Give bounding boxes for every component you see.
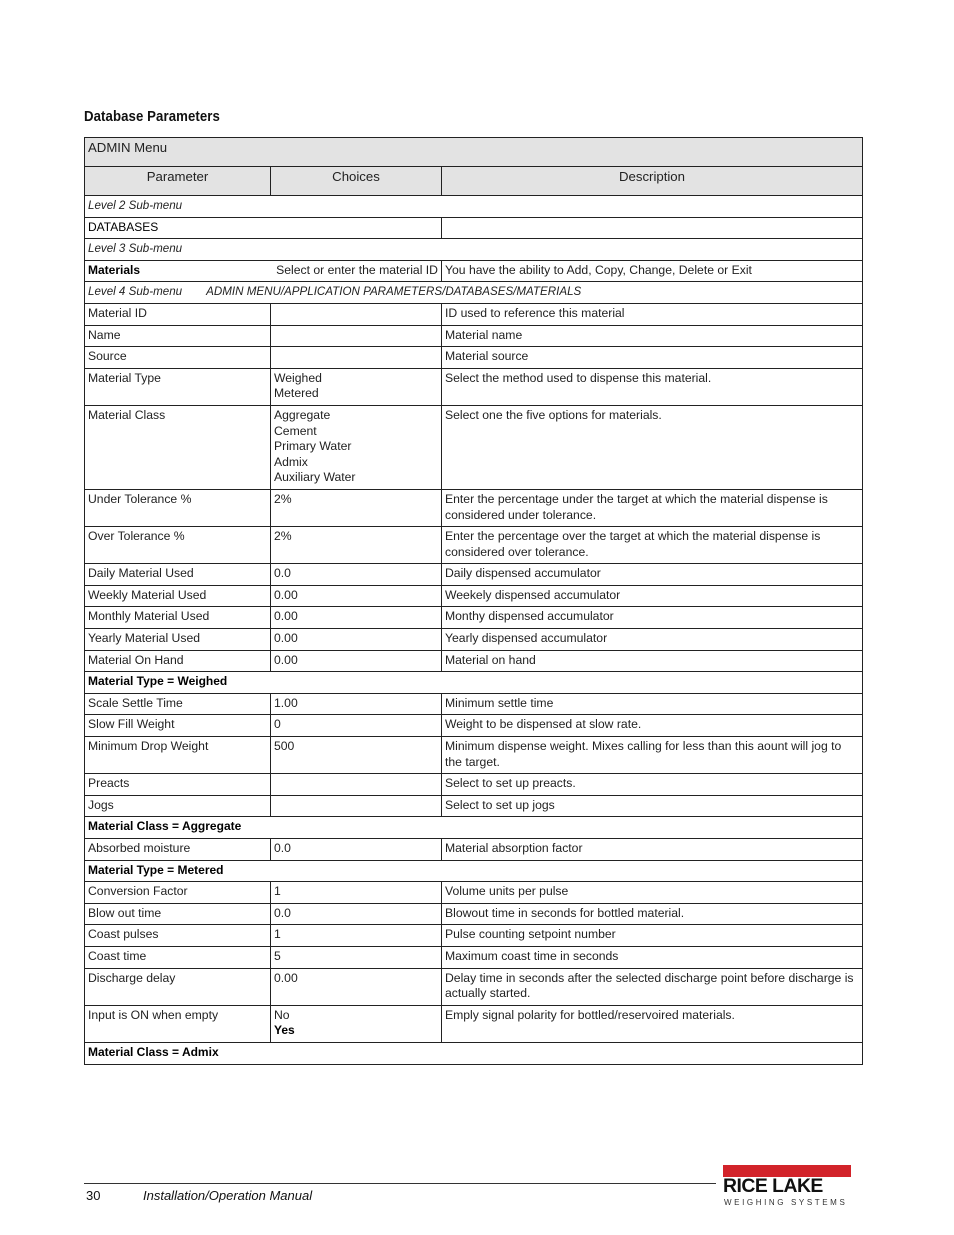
choice-value: 0.0 (274, 905, 291, 920)
group-aggregate-row (85, 817, 863, 839)
materials-desc: You have the ability to Add, Copy, Change, Delete or Exit (442, 260, 863, 282)
section-title: Database Parameters (84, 108, 220, 125)
level2-label: Level 2 Sub-menu (85, 196, 863, 218)
choice-value: 0.00 (274, 631, 298, 646)
description-cell: Weekely dispensed accumulator (442, 585, 863, 607)
choice-value: 2% (274, 491, 292, 506)
parameter-cell: Under Tolerance % (85, 489, 271, 526)
table-row (85, 795, 863, 817)
table-row (85, 650, 863, 672)
table-row (85, 968, 863, 1005)
description-cell: Select one the five options for materials. (442, 405, 863, 489)
choices-cell (271, 925, 442, 947)
choice-value: No (274, 1007, 290, 1022)
manual-title: Installation/Operation Manual (143, 1188, 313, 1203)
description-cell: Select to set up jogs (442, 795, 863, 817)
choices-cell (271, 368, 442, 405)
choice-value: Aggregate (274, 407, 331, 422)
parameter-cell: Monthly Material Used (85, 607, 271, 629)
parameter-cell: Weekly Material Used (85, 585, 271, 607)
choices-cell (271, 489, 442, 526)
parameter-cell: Source (85, 347, 271, 369)
choice-value: 1.00 (274, 695, 298, 710)
choice-value: 0.0 (274, 841, 291, 855)
choices-cell (271, 1005, 442, 1042)
group-metered-row (85, 860, 863, 882)
description-cell: Material source (442, 347, 863, 369)
choices-cell (271, 715, 442, 737)
choice-value: 500 (274, 739, 295, 754)
materials-row (85, 260, 863, 282)
choices-cell (271, 882, 442, 904)
level4-row (85, 282, 863, 304)
choice-value: 0.00 (274, 652, 298, 667)
table-row (85, 882, 863, 904)
level3-row (85, 239, 863, 261)
choices-cell (271, 585, 442, 607)
choice-value: 0.00 (274, 609, 298, 624)
parameter-cell: Minimum Drop Weight (85, 737, 271, 774)
description-cell: Delay time in seconds after the selected discharge point before discharge is actually started. (442, 968, 863, 1005)
description-cell: Material on hand (442, 650, 863, 672)
parameter-cell: Yearly Material Used (85, 629, 271, 651)
materials-label: Materials (88, 262, 141, 277)
description-cell: Minimum settle time (442, 693, 863, 715)
choice-value: Weighed (274, 370, 322, 385)
group-weighed-label: Material Type = Weighed (85, 672, 863, 694)
choices-cell (271, 795, 442, 817)
parameter-cell: Blow out time (85, 903, 271, 925)
choices-cell (271, 693, 442, 715)
table-row (85, 607, 863, 629)
choices-cell (271, 774, 442, 796)
table-row (85, 368, 863, 405)
description-cell: Enter the percentage over the target at which the material dispense is considered over tolerance. (442, 527, 863, 564)
choices-cell (271, 564, 442, 586)
choices-cell (271, 607, 442, 629)
table-row (85, 405, 863, 489)
group-admix-row (85, 1042, 863, 1064)
group-admix-label: Material Class = Admix (85, 1042, 863, 1064)
description-cell: Yearly dispensed accumulator (442, 629, 863, 651)
table-row (85, 325, 863, 347)
menu-title: ADMIN Menu (85, 138, 863, 167)
column-header-description: Description (442, 167, 863, 196)
description-cell: Minimum dispense weight. Mixes calling for less than this aount will jog to the target. (442, 737, 863, 774)
choice-value: 0.00 (274, 587, 298, 602)
table-row (85, 693, 863, 715)
table-row (85, 715, 863, 737)
choices-cell (271, 737, 442, 774)
choice-value: 2% (274, 529, 292, 544)
databases-desc (442, 217, 863, 239)
choice-value: 0.0 (274, 566, 291, 581)
table-row (85, 629, 863, 651)
parameter-cell: Preacts (85, 774, 271, 796)
level4-cell (85, 282, 863, 304)
description-cell: Select the method used to dispense this material. (442, 368, 863, 405)
parameter-cell: Material On Hand (85, 650, 271, 672)
group-weighed-row (85, 672, 863, 694)
parameter-cell: Material Class (85, 405, 271, 489)
choice-value: 1 (274, 927, 281, 942)
choices-cell (271, 347, 442, 369)
choice-value: 1 (274, 884, 281, 899)
choices-cell (271, 325, 442, 347)
databases-label: DATABASES (85, 217, 442, 239)
column-header-parameter: Parameter (85, 167, 271, 196)
materials-choice: Select or enter the material ID (276, 262, 438, 277)
description-cell: Material name (442, 325, 863, 347)
choices-cell (271, 629, 442, 651)
choice-value: Cement (274, 423, 317, 438)
table-row (85, 737, 863, 774)
parameter-cell: Absorbed moisture (85, 839, 271, 861)
logo-text: RICE LAKE (723, 1176, 823, 1197)
choices-cell (271, 968, 442, 1005)
choices-cell (271, 903, 442, 925)
description-cell: Volume units per pulse (442, 882, 863, 904)
parameter-cell: Conversion Factor (85, 882, 271, 904)
level3-label: Level 3 Sub-menu (85, 239, 863, 261)
menu-title-row (85, 138, 863, 167)
choice-default-value: Yes (274, 1023, 295, 1038)
admin-menu-table (84, 137, 863, 1065)
choices-cell (271, 839, 442, 861)
parameter-cell: Coast pulses (85, 925, 271, 947)
level4-label: Level 4 Sub-menu (88, 285, 183, 299)
description-cell: Monthy dispensed accumulator (442, 607, 863, 629)
choices-cell (271, 303, 442, 325)
parameter-cell: Over Tolerance % (85, 527, 271, 564)
table-row (85, 925, 863, 947)
parameter-cell: Discharge delay (85, 968, 271, 1005)
table-row (85, 1005, 863, 1042)
table-row (85, 585, 863, 607)
level2-row (85, 196, 863, 218)
parameter-cell: Name (85, 325, 271, 347)
description-cell: Blowout time in seconds for bottled material. (442, 903, 863, 925)
page-number: 30 (86, 1188, 101, 1203)
materials-cell (85, 260, 442, 282)
description-cell: Pulse counting setpoint number (442, 925, 863, 947)
column-header-row (85, 167, 863, 196)
parameter-cell: Scale Settle Time (85, 693, 271, 715)
rice-lake-logo (723, 1165, 855, 1209)
table-row (85, 946, 863, 968)
choice-value: 0 (274, 717, 281, 732)
choices-cell (271, 650, 442, 672)
description-cell: Enter the percentage under the target at which the material dispense is considered under tolerance. (442, 489, 863, 526)
parameter-cell: Input is ON when empty (85, 1005, 271, 1042)
choice-value: Auxiliary Water (274, 470, 356, 485)
parameter-cell: Slow Fill Weight (85, 715, 271, 737)
choices-cell (271, 527, 442, 564)
description-cell: Weight to be dispensed at slow rate. (442, 715, 863, 737)
parameter-cell: Material ID (85, 303, 271, 325)
description-cell: Select to set up preacts. (442, 774, 863, 796)
table-row (85, 839, 863, 861)
parameter-cell: Daily Material Used (85, 564, 271, 586)
footer-rule (84, 1183, 716, 1184)
table-row (85, 489, 863, 526)
parameter-cell: Material Type (85, 368, 271, 405)
group-aggregate-label: Material Class = Aggregate (85, 817, 863, 839)
choice-value: Metered (274, 386, 319, 401)
table-row (85, 303, 863, 325)
description-cell: Daily dispensed accumulator (442, 564, 863, 586)
description-cell: Material absorption factor (442, 839, 863, 861)
description-cell: Maximum coast time in seconds (442, 946, 863, 968)
choice-value: 0.00 (274, 970, 298, 985)
column-header-choices: Choices (271, 167, 442, 196)
choice-value: 5 (274, 948, 281, 963)
table-row (85, 347, 863, 369)
description-cell: ID used to reference this material (442, 303, 863, 325)
table-row (85, 903, 863, 925)
choice-value: Primary Water (274, 439, 352, 454)
group-metered-label: Material Type = Metered (85, 860, 863, 882)
choices-cell (271, 946, 442, 968)
parameter-cell: Coast time (85, 946, 271, 968)
databases-row (85, 217, 863, 239)
table-row (85, 527, 863, 564)
table-row (85, 564, 863, 586)
logo-subtext: WEIGHING SYSTEMS (724, 1198, 848, 1207)
choice-value: Admix (274, 454, 308, 469)
parameter-cell: Jogs (85, 795, 271, 817)
choices-cell (271, 405, 442, 489)
table-row (85, 774, 863, 796)
level4-path: ADMIN MENU/APPLICATION PARAMETERS/DATABASES/MATERIALS (206, 285, 582, 299)
description-cell: Emply signal polarity for bottled/reservoired materials. (442, 1005, 863, 1042)
